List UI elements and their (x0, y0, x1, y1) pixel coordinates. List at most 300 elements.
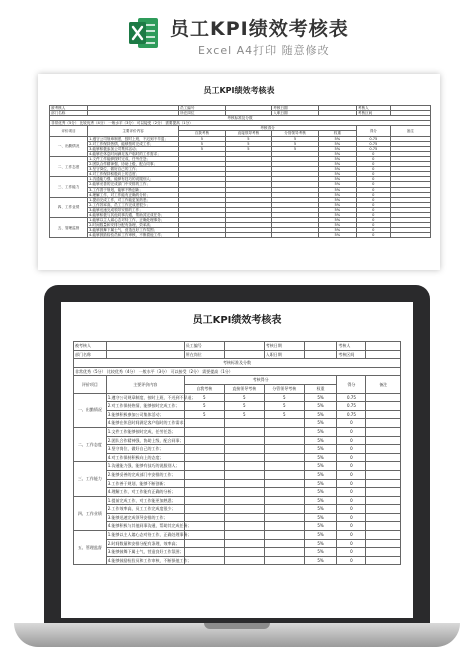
info-value (366, 342, 401, 351)
group-name: 二、工作态度 (74, 427, 107, 461)
info-value (224, 342, 264, 351)
col-header-score: 得分 (356, 126, 390, 136)
cell-direct: 5 (225, 141, 272, 146)
cell-score: 0 (356, 162, 390, 167)
cell-dept (264, 436, 304, 445)
cell-remark (366, 496, 401, 505)
cell-score: 0 (356, 187, 390, 192)
cell-direct: 5 (225, 146, 272, 151)
cell-self: 5 (179, 141, 226, 146)
cell-score: 0 (337, 505, 366, 514)
table-row (74, 548, 401, 557)
cell-weight: 5% (318, 212, 356, 217)
cell-direct (224, 470, 264, 479)
cell-weight: 5% (318, 202, 356, 207)
criterion-text: 2.团队合作精神强，协助上级，配合同事； (88, 162, 179, 167)
cell-score: 0 (356, 223, 390, 228)
info-label: 入职日期 (272, 111, 319, 116)
cell-self: 5 (179, 146, 226, 151)
cell-weight: 5% (318, 218, 356, 223)
cell-remark (366, 393, 401, 402)
cell-score: 0 (356, 233, 390, 238)
cell-remark (366, 410, 401, 419)
criterion-text: 1.能够以主人翁心态对待工作，正确处理事务； (88, 218, 179, 223)
cell-dept (264, 419, 304, 428)
cell-score: 0 (356, 151, 390, 156)
cell-weight: 5% (318, 141, 356, 146)
info-label: 部门名称 (74, 350, 107, 359)
table-row (74, 419, 401, 428)
criterion-text: 2.对工作保持热情，能够按时完成工作； (106, 402, 184, 411)
cell-self (184, 427, 224, 436)
cell-score: 0.75 (337, 393, 366, 402)
cell-dept: 5 (272, 141, 319, 146)
cell-self (184, 479, 224, 488)
cell-dept: 5 (264, 402, 304, 411)
cell-direct: 5 (225, 136, 272, 141)
cell-weight: 5% (304, 513, 337, 522)
criterion-text: 3.能够鼓舞下属士气，营造良好工作氛围； (106, 548, 184, 557)
cell-direct (224, 539, 264, 548)
col-header-remark: 备注 (390, 126, 430, 136)
info-value (366, 350, 401, 359)
cell-self (184, 496, 224, 505)
cell-score: 0 (337, 522, 366, 531)
table-row (74, 496, 401, 505)
cell-remark (366, 445, 401, 454)
cell-direct (224, 548, 264, 557)
cell-remark (366, 522, 401, 531)
criterion-text: 4.能够鼓励检验员和工作审核，不断损他工作； (88, 233, 179, 238)
criterion-text: 4.能够在休息时间满足客户临时的工作需求； (88, 151, 179, 156)
cell-remark (366, 436, 401, 445)
cell-score: 0 (337, 479, 366, 488)
kpi-table (49, 105, 431, 238)
cell-weight: 5% (304, 419, 337, 428)
excel-logo-icon (128, 16, 160, 50)
cell-score: 0.75 (337, 410, 366, 419)
cell-dept: 5 (264, 393, 304, 402)
cell-score: 0 (337, 453, 366, 462)
cell-score: 0 (337, 470, 366, 479)
info-label: 员工编号 (184, 342, 224, 351)
info-label: 被考核人 (74, 342, 107, 351)
page-title: 员工KPI绩效考核表 (170, 18, 349, 40)
table-row (74, 453, 401, 462)
info-label: 考核日期 (272, 106, 319, 111)
cell-self (179, 233, 226, 238)
cell-weight: 5% (304, 453, 337, 462)
cell-dept (264, 488, 304, 497)
criterion-text: 3.能够迅速完成领导安排的工作； (106, 513, 184, 522)
cell-weight: 5% (318, 233, 356, 238)
cell-score: 0 (356, 228, 390, 233)
group-name: 一、出勤情况 (74, 393, 107, 427)
cell-direct (225, 233, 272, 238)
cell-weight: 5% (304, 496, 337, 505)
cell-score: 0 (356, 172, 390, 177)
cell-dept: 5 (272, 136, 319, 141)
sheet-title: 员工KPI绩效考核表 (203, 86, 275, 95)
cell-dept (264, 522, 304, 531)
page-subtitle: Excel A4打印 随意修改 (198, 44, 330, 57)
cell-weight: 5% (318, 162, 356, 167)
cell-dept (264, 470, 304, 479)
col-header-dept: 分管领导考核 (272, 131, 319, 136)
table-row (74, 427, 401, 436)
cell-score: 0 (356, 218, 390, 223)
cell-score: 0 (356, 156, 390, 161)
cell-dept (272, 233, 319, 238)
cell-self (184, 513, 224, 522)
criterion-text: 2.工作效率高，员工工作完成度很少； (106, 505, 184, 514)
cell-score: 0 (337, 462, 366, 471)
cell-dept: 5 (264, 410, 304, 419)
cell-direct (224, 513, 264, 522)
cell-remark (366, 488, 401, 497)
laptop-screen (61, 302, 413, 618)
col-header-weight: 权重 (318, 131, 356, 136)
criterion-text: 4.理解工作，对工作能有正确的分析； (88, 192, 179, 197)
cell-score: 0 (337, 445, 366, 454)
cell-weight: 5% (318, 223, 356, 228)
cell-dept (264, 462, 304, 471)
info-value (106, 342, 184, 351)
criterion-text: 3.工作善于规划，能够不断创新； (106, 479, 184, 488)
cell-direct (224, 445, 264, 454)
sheet-preview (38, 74, 440, 270)
col-header-content: 主要评价内容 (88, 126, 179, 136)
cell-direct (224, 453, 264, 462)
criterion-text: 3.能够积极参加公司集体活动； (88, 146, 179, 151)
cell-score: 0 (337, 531, 366, 540)
cell-remark (366, 479, 401, 488)
criterion-text: 3.能够积极参加公司集体活动； (106, 410, 184, 419)
criterion-text: 2.工作效率高，员工工作完成度很少； (88, 202, 179, 207)
cell-dept (264, 427, 304, 436)
info-value (304, 342, 337, 351)
cell-remark (366, 548, 401, 557)
sheet-title: 员工KPI绩效考核表 (192, 315, 282, 326)
cell-score: 0.75 (337, 402, 366, 411)
info-label: 所在岗位 (179, 111, 226, 116)
cell-weight: 5% (318, 167, 356, 172)
group-name: 一、出勤情况 (50, 136, 88, 156)
col-header-remark: 备注 (366, 376, 401, 393)
criterion-text: 4.能够在休息时间满足客户临时的工作需求； (106, 419, 184, 428)
table-row (74, 436, 401, 445)
col-header-content: 主要评价内容 (106, 376, 184, 393)
col-header-direct: 直接领导考核 (224, 384, 264, 393)
cell-self (184, 462, 224, 471)
cell-weight: 5% (304, 462, 337, 471)
header-row (74, 376, 401, 385)
cell-remark (366, 531, 401, 540)
cell-remark (366, 556, 401, 565)
criterion-text: 4.能够积极与其他同事沟通，帮助其完成任务； (88, 212, 179, 217)
cell-dept (264, 505, 304, 514)
cell-remark (366, 539, 401, 548)
cell-direct (224, 496, 264, 505)
cell-remark (366, 513, 401, 522)
cell-direct (224, 419, 264, 428)
group-name: 四、工作业绩 (50, 197, 88, 217)
info-label: 被考核人 (50, 106, 88, 111)
table-row (74, 539, 401, 548)
standard-line: 非常优秀（5分） 比较优秀（4分） 一般水平（3分） 可以接受（2分） 需要提高（1分） (50, 121, 431, 126)
cell-score: 0 (356, 192, 390, 197)
cell-score: 0 (337, 436, 366, 445)
info-value (106, 350, 184, 359)
table-row (74, 470, 401, 479)
cell-score: 0 (337, 419, 366, 428)
cell-direct (224, 505, 264, 514)
cell-self (184, 453, 224, 462)
cell-direct (224, 427, 264, 436)
cell-self (184, 445, 224, 454)
criterion-text: 4.能够鼓励检验员和工作审核，不断损他工作； (106, 556, 184, 565)
cell-weight: 5% (318, 136, 356, 141)
cell-remark (366, 427, 401, 436)
cell-remark (390, 233, 430, 238)
cell-dept (264, 479, 304, 488)
laptop-mockup (14, 285, 460, 669)
cell-weight: 5% (304, 393, 337, 402)
col-header-score: 得分 (337, 376, 366, 393)
cell-weight: 5% (318, 156, 356, 161)
info-label: 考核区间 (337, 350, 366, 359)
criterion-text: 1.文件工作能够按时完成，任劳任怨； (88, 156, 179, 161)
cell-self (184, 548, 224, 557)
criterion-text: 2.能够妥善的完成部门中安排的工作； (88, 182, 179, 187)
criterion-text: 4.对工作保持积极向上的态度； (106, 453, 184, 462)
group-name: 四、工作业绩 (74, 496, 107, 530)
cell-weight: 5% (304, 427, 337, 436)
cell-remark (366, 470, 401, 479)
criterion-text: 1.沟通能力强，能够有技巧的说服别人； (106, 462, 184, 471)
cell-weight: 5% (318, 197, 356, 202)
cell-weight: 5% (318, 182, 356, 187)
criterion-text: 1.遵守公司规章制度，按时上班，不迟到不早退； (106, 393, 184, 402)
cell-direct: 5 (224, 393, 264, 402)
standard-title: 考核标准及分数 (50, 116, 431, 121)
cell-direct (224, 556, 264, 565)
criterion-text: 3.坚守岗位，做好自己的工作； (106, 445, 184, 454)
cell-score: 0.75 (356, 146, 390, 151)
criterion-text: 1.遵守公司规章制度，按时上班，不迟到不早退； (88, 136, 179, 141)
cell-weight: 5% (318, 177, 356, 182)
table-row (74, 462, 401, 471)
criterion-text: 3.坚守岗位，做好自己的工作； (88, 167, 179, 172)
cell-remark (366, 505, 401, 514)
criterion-text: 2.时间数量和安排分配有条理，效率高； (106, 539, 184, 548)
standard-title: 考核标准及分数 (74, 359, 401, 368)
cell-remark (366, 462, 401, 471)
cell-direct (224, 436, 264, 445)
info-label: 所在岗位 (184, 350, 224, 359)
cell-weight: 5% (304, 531, 337, 540)
cell-score: 0 (356, 212, 390, 217)
cell-score: 0 (356, 207, 390, 212)
cell-direct (224, 522, 264, 531)
cell-weight: 5% (304, 539, 337, 548)
table-row (74, 479, 401, 488)
table-row (74, 522, 401, 531)
cell-dept (264, 539, 304, 548)
cell-dept (264, 496, 304, 505)
col-header-self: 自我考核 (179, 131, 226, 136)
cell-self: 5 (179, 136, 226, 141)
cell-self (184, 419, 224, 428)
criterion-text: 2.时间数量和安排分配有条理，效率高； (88, 223, 179, 228)
standard-line: 非常优秀（5分） 比较优秀（4分） 一般水平（3分） 可以接受（2分） 需要提高（1分） (74, 367, 401, 376)
table-row (74, 445, 401, 454)
cell-direct (224, 488, 264, 497)
cell-self: 5 (184, 402, 224, 411)
cell-score: 0.75 (356, 141, 390, 146)
table-row (74, 488, 401, 497)
info-label: 考核人 (337, 342, 366, 351)
col-header-self: 自我考核 (184, 384, 224, 393)
table-row (74, 531, 401, 540)
cell-weight: 5% (304, 505, 337, 514)
kpi-table (73, 341, 401, 565)
group-name: 三、工作能力 (74, 462, 107, 496)
cell-weight: 5% (304, 556, 337, 565)
criterion-text: 1.提前完成工作，对工作能更加熟悉； (88, 197, 179, 202)
criterion-text: 2.能够妥善的完成部门中安排的工作； (106, 470, 184, 479)
criterion-text: 1.文件工作能够按时完成，任劳任怨； (106, 427, 184, 436)
cell-score: 0 (337, 488, 366, 497)
cell-weight: 5% (318, 228, 356, 233)
cell-weight: 5% (304, 488, 337, 497)
criterion-text: 4.理解工作，对工作能有正确的分析； (106, 488, 184, 497)
cell-weight: 5% (318, 187, 356, 192)
criterion-text: 1.沟通能力强，能够有技巧的说服别人； (88, 177, 179, 182)
cell-self (184, 488, 224, 497)
cell-score: 0 (356, 177, 390, 182)
table-row (50, 233, 431, 238)
table-row (74, 556, 401, 565)
cell-score: 0 (337, 496, 366, 505)
cell-weight: 5% (318, 172, 356, 177)
criterion-text: 3.工作善于规划，能够不断创新； (88, 187, 179, 192)
cell-self (184, 470, 224, 479)
group-name: 五、管理监督 (50, 218, 88, 238)
cell-score: 0 (337, 539, 366, 548)
criterion-text: 3.能够迅速完成领导安排的工作； (88, 207, 179, 212)
cell-remark (366, 419, 401, 428)
col-header-score-group: 考核得分 (179, 126, 357, 131)
info-label: 员工编号 (179, 106, 226, 111)
info-row (74, 342, 401, 351)
cell-weight: 5% (318, 207, 356, 212)
cell-weight: 5% (318, 151, 356, 156)
col-header-dept: 分管领导考核 (264, 384, 304, 393)
cell-dept (264, 531, 304, 540)
info-value (304, 350, 337, 359)
table-row (74, 513, 401, 522)
cell-dept (264, 453, 304, 462)
criterion-text: 1.能够以主人翁心态对待工作，正确处理事务； (106, 531, 184, 540)
cell-direct (224, 531, 264, 540)
cell-score: 0 (337, 427, 366, 436)
cell-direct (224, 462, 264, 471)
cell-direct: 5 (224, 410, 264, 419)
cell-self: 5 (184, 410, 224, 419)
cell-dept (264, 445, 304, 454)
cell-self (184, 539, 224, 548)
cell-direct: 5 (224, 402, 264, 411)
cell-score: 0.75 (356, 136, 390, 141)
criterion-text: 4.对工作保持积极向上的态度； (88, 172, 179, 177)
cell-dept: 5 (272, 146, 319, 151)
cell-weight: 5% (304, 402, 337, 411)
cell-self: 5 (184, 393, 224, 402)
cell-dept (264, 513, 304, 522)
cell-score: 0 (356, 167, 390, 172)
cell-score: 0 (337, 556, 366, 565)
cell-direct (224, 479, 264, 488)
criterion-text: 3.能够鼓舞下属士气，营造良好工作氛围； (88, 228, 179, 233)
group-name: 二、工作态度 (50, 156, 88, 176)
cell-dept (264, 548, 304, 557)
criterion-text: 4.能够积极与其他同事沟通，帮助其完成任务； (106, 522, 184, 531)
cell-dept (264, 556, 304, 565)
table-row (74, 402, 401, 411)
cell-weight: 5% (318, 146, 356, 151)
info-label: 入职日期 (264, 350, 304, 359)
info-label: 部门名称 (50, 111, 88, 116)
table-row (74, 410, 401, 419)
cell-score: 0 (337, 548, 366, 557)
group-name: 五、管理监督 (74, 531, 107, 565)
criterion-text: 1.提前完成工作，对工作能更加熟悉； (106, 496, 184, 505)
info-label: 考核日期 (264, 342, 304, 351)
info-row (74, 350, 401, 359)
col-header-item: 评价项目 (50, 126, 88, 136)
cell-self (184, 436, 224, 445)
criterion-text: 2.对工作保持热情，能够按时完成工作； (88, 141, 179, 146)
cell-weight: 5% (318, 192, 356, 197)
banner-header (0, 0, 474, 62)
cell-score: 0 (356, 202, 390, 207)
info-label: 考核区间 (356, 111, 390, 116)
cell-remark (366, 402, 401, 411)
cell-weight: 5% (304, 410, 337, 419)
cell-weight: 5% (304, 445, 337, 454)
cell-score: 0 (356, 182, 390, 187)
criterion-text: 2.团队合作精神强，协助上级，配合同事； (106, 436, 184, 445)
table-row (74, 505, 401, 514)
group-name: 三、工作能力 (50, 177, 88, 197)
cell-weight: 5% (304, 479, 337, 488)
cell-remark (366, 453, 401, 462)
cell-weight: 5% (304, 436, 337, 445)
cell-score: 0 (356, 197, 390, 202)
table-row (74, 393, 401, 402)
cell-weight: 5% (304, 470, 337, 479)
cell-score: 0 (337, 513, 366, 522)
cell-weight: 5% (304, 522, 337, 531)
col-header-score-group: 考核得分 (184, 376, 337, 385)
standard-line-row (74, 367, 401, 376)
info-label: 考核人 (356, 106, 390, 111)
col-header-weight: 权重 (304, 384, 337, 393)
col-header-direct: 直接领导考核 (225, 131, 272, 136)
standard-title-row (74, 359, 401, 368)
laptop-notch (204, 623, 270, 629)
